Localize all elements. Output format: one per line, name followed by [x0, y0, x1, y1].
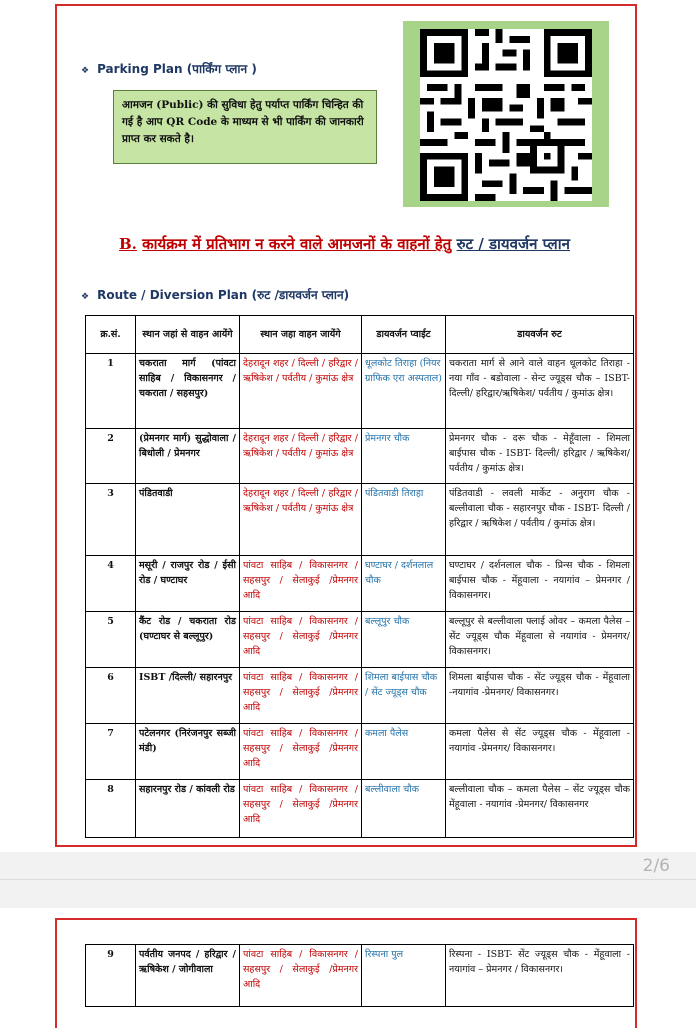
- cell-sno: 3: [86, 484, 136, 556]
- cell-to: पांवटा साहिब / विकासनगर / सहसपुर / सेलाकुई /प्रेमनगर आदि: [240, 724, 362, 780]
- cell-sno: 9: [86, 945, 136, 1007]
- route-plan-heading: [81, 286, 349, 303]
- qr-code-icon: [416, 29, 596, 201]
- cell-to: पांवटा साहिब / विकासनगर / सहसपुर / सेलाकुई /प्रेमनगर आदि: [240, 668, 362, 724]
- cell-to: पांवटा साहिब / विकासनगर / सहसपुर / सेलाकुई /प्रेमनगर आदि: [240, 780, 362, 838]
- diamond-bullet-icon: ❖: [81, 292, 90, 302]
- page-indicator: 2/6: [642, 856, 670, 876]
- cell-from: सहारनपुर रोड / कांवली रोड: [136, 780, 240, 838]
- cell-sno: 4: [86, 556, 136, 612]
- parking-plan-heading-text: Parking Plan (पार्किंग प्लान ): [97, 62, 257, 76]
- cell-from: पर्वतीय जनपद / हरिद्वार / ऋषिकेश / जोगीवाला: [136, 945, 240, 1007]
- cell-from: पटेलनगर (निरंजनपुर सब्जी मंडी): [136, 724, 240, 780]
- cell-point: धूलकोट तिराहा (नियर ग्राफिक एरा अस्पताल): [362, 354, 446, 429]
- cell-point: रिस्पना पुल: [362, 945, 446, 1007]
- cell-point: घण्टाघर / दर्शनलाल चौक: [362, 556, 446, 612]
- table-row: [86, 780, 634, 838]
- cell-route: शिमला बाईपास चौक - सेंट ज्यूड्स चौक - मेंहूवाला -नयागांव -प्रेमनगर/ विकासनगर।: [446, 668, 634, 724]
- cell-to: देहरादून शहर / दिल्ली / हरिद्वार / ऋषिकेश / पर्वतीय / कुमांऊ क्षेत्र: [240, 429, 362, 484]
- section-b-prefix: B.: [119, 235, 137, 253]
- cell-sno: 2: [86, 429, 136, 484]
- page-gap: [0, 852, 696, 908]
- header-sno: क्र.सं.: [86, 316, 136, 354]
- table-body: [86, 354, 634, 838]
- document-page-3: [55, 918, 637, 1028]
- cell-from: चकराता मार्ग (पांवटा साहिब / विकासनगर / चकराता / सहसपुर): [136, 354, 240, 429]
- cell-route: चकराता मार्ग से आने वाले वाहन धूलकोट तिराहा - नया गाँव - बडोवाला - सेन्ट ज्यूड्स चौक – ISBT- दिल्ली/ हरिद्वार/ऋषिकेश/ पर्वतीय / कुमांऊ क्षेत्र।: [446, 354, 634, 429]
- cell-from: (प्रेमनगर मार्ग) सुद्धोवाला / बिधोली / प्रेमनगर: [136, 429, 240, 484]
- cell-from: मसूरी / राजपुर रोड / ईसी रोड / घण्टाघर: [136, 556, 240, 612]
- qr-code: [403, 21, 609, 207]
- header-route: डायवर्जन रुट: [446, 316, 634, 354]
- cell-route: पंडितवाडी - लवली मार्केट - अनुराग चौक - बल्लीवाला चौक - सहारनपुर चौक - ISBT- दिल्ली / हरिद्वार / ऋषिकेश / पर्वतीय / कुमांऊ क्षेत्र।: [446, 484, 634, 556]
- cell-sno: 8: [86, 780, 136, 838]
- route-plan-heading-text: Route / Diversion Plan (रुट /डायवर्जन प्लान): [97, 288, 350, 302]
- cell-point: बल्लूपुर चौक: [362, 612, 446, 668]
- cell-sno: 1: [86, 354, 136, 429]
- cell-from: कैंट रोड / चकराता रोड (घण्टाघर से बल्लूपुर): [136, 612, 240, 668]
- document-page-2: [55, 4, 637, 847]
- parking-note-box: आमजन (Public) की सुविधा हेतु पर्याप्त पार्किंग चिन्हित की गई है आप QR Code के माध्यम से भी पार्किंग की जानकारी प्राप्त कर सकते है।: [113, 90, 377, 164]
- cell-sno: 7: [86, 724, 136, 780]
- table-header-row: [86, 316, 634, 354]
- diversion-table-continued: [85, 944, 634, 1007]
- parking-plan-heading: [81, 60, 257, 77]
- table-row: [86, 945, 634, 1007]
- table-row: [86, 429, 634, 484]
- cell-to: देहरादून शहर / दिल्ली / हरिद्वार / ऋषिकेश / पर्वतीय / कुमांऊ क्षेत्र: [240, 354, 362, 429]
- cell-to: पांवटा साहिब / विकासनगर / सहसपुर / सेलाकुई /प्रेमनगर आदि: [240, 612, 362, 668]
- cell-route: घण्टाघर / दर्शनलाल चौक - प्रिन्स चौक - शिमला बाईपास चौक - मेंहूवाला - नयागांव – प्रेमनगर / विकासनगर।: [446, 556, 634, 612]
- cell-route: कमला पैलेस से सेंट ज्यूड्स चौक - मेंहूवाला - नयागांव -प्रेमनगर/ विकासनगर।: [446, 724, 634, 780]
- cell-from: ISBT /दिल्ली/ सहारनपुर: [136, 668, 240, 724]
- table-row: [86, 724, 634, 780]
- header-from: स्थान जहां से वाहन आयेंगे: [136, 316, 240, 354]
- cell-route: बल्लूपुर से बल्लीवाला फ्लाई ओवर – कमला पैलेस – सेंट ज्यूड्स चौक मेंहूवाला से नयागांव - प्रेमनगर/ विकासनगर।: [446, 612, 634, 668]
- table-row: [86, 668, 634, 724]
- cell-route: रिस्पना - ISBT- सेंट ज्यूड्स चौक - मेंहूवाला - नयागांव – प्रेमनगर / विकासनगर।: [446, 945, 634, 1007]
- page-divider: [0, 879, 696, 880]
- cell-sno: 5: [86, 612, 136, 668]
- diversion-table: [85, 315, 634, 838]
- cell-route: बल्लीवाला चौक – कमला पैलेस – सेंट ज्यूड्स चौक मेंहूवाला - नयागांव -प्रेमनगर/ विकासनगर: [446, 780, 634, 838]
- cell-to: देहरादून शहर / दिल्ली / हरिद्वार / ऋषिकेश / पर्वतीय / कुमांऊ क्षेत्र: [240, 484, 362, 556]
- cell-to: पांवटा साहिब / विकासनगर / सहसपुर / सेलाकुई /प्रेमनगर आदि: [240, 945, 362, 1007]
- table-row: [86, 354, 634, 429]
- cell-point: प्रेमनगर चौक: [362, 429, 446, 484]
- section-b-title-red: कार्यक्रम में प्रतिभाग न करने वाले आमजनों के वाहनों हेतु: [142, 235, 452, 253]
- section-b-heading: [119, 232, 599, 256]
- cell-point: कमला पैलेस: [362, 724, 446, 780]
- header-to: स्थान जहा वाहन जायेंगे: [240, 316, 362, 354]
- header-point: डायवर्जन प्वाईट: [362, 316, 446, 354]
- section-b-title-blue: रुट / डायवर्जन प्लान: [456, 235, 570, 253]
- cell-point: बल्लीवाला चौक: [362, 780, 446, 838]
- cell-from: पंडितवाडी: [136, 484, 240, 556]
- cell-route: प्रेमनगर चौक - दरू चौक - मेहूँवाला - शिमला बाईपास चौक - ISBT- दिल्ली/ हरिद्वार / ऋषिकेश/ पर्वतीय / कुमांऊ क्षेत्र।: [446, 429, 634, 484]
- table-row: [86, 556, 634, 612]
- cell-point: पंडितवाडी तिराहा: [362, 484, 446, 556]
- diamond-bullet-icon: ❖: [81, 66, 90, 76]
- cell-to: पांवटा साहिब / विकासनगर / सहसपुर / सेलाकुई /प्रेमनगर आदि: [240, 556, 362, 612]
- cell-sno: 6: [86, 668, 136, 724]
- table-row: [86, 484, 634, 556]
- table-row: [86, 612, 634, 668]
- cell-point: शिमला बाईपास चौक / सेंट ज्यूड्स चौक: [362, 668, 446, 724]
